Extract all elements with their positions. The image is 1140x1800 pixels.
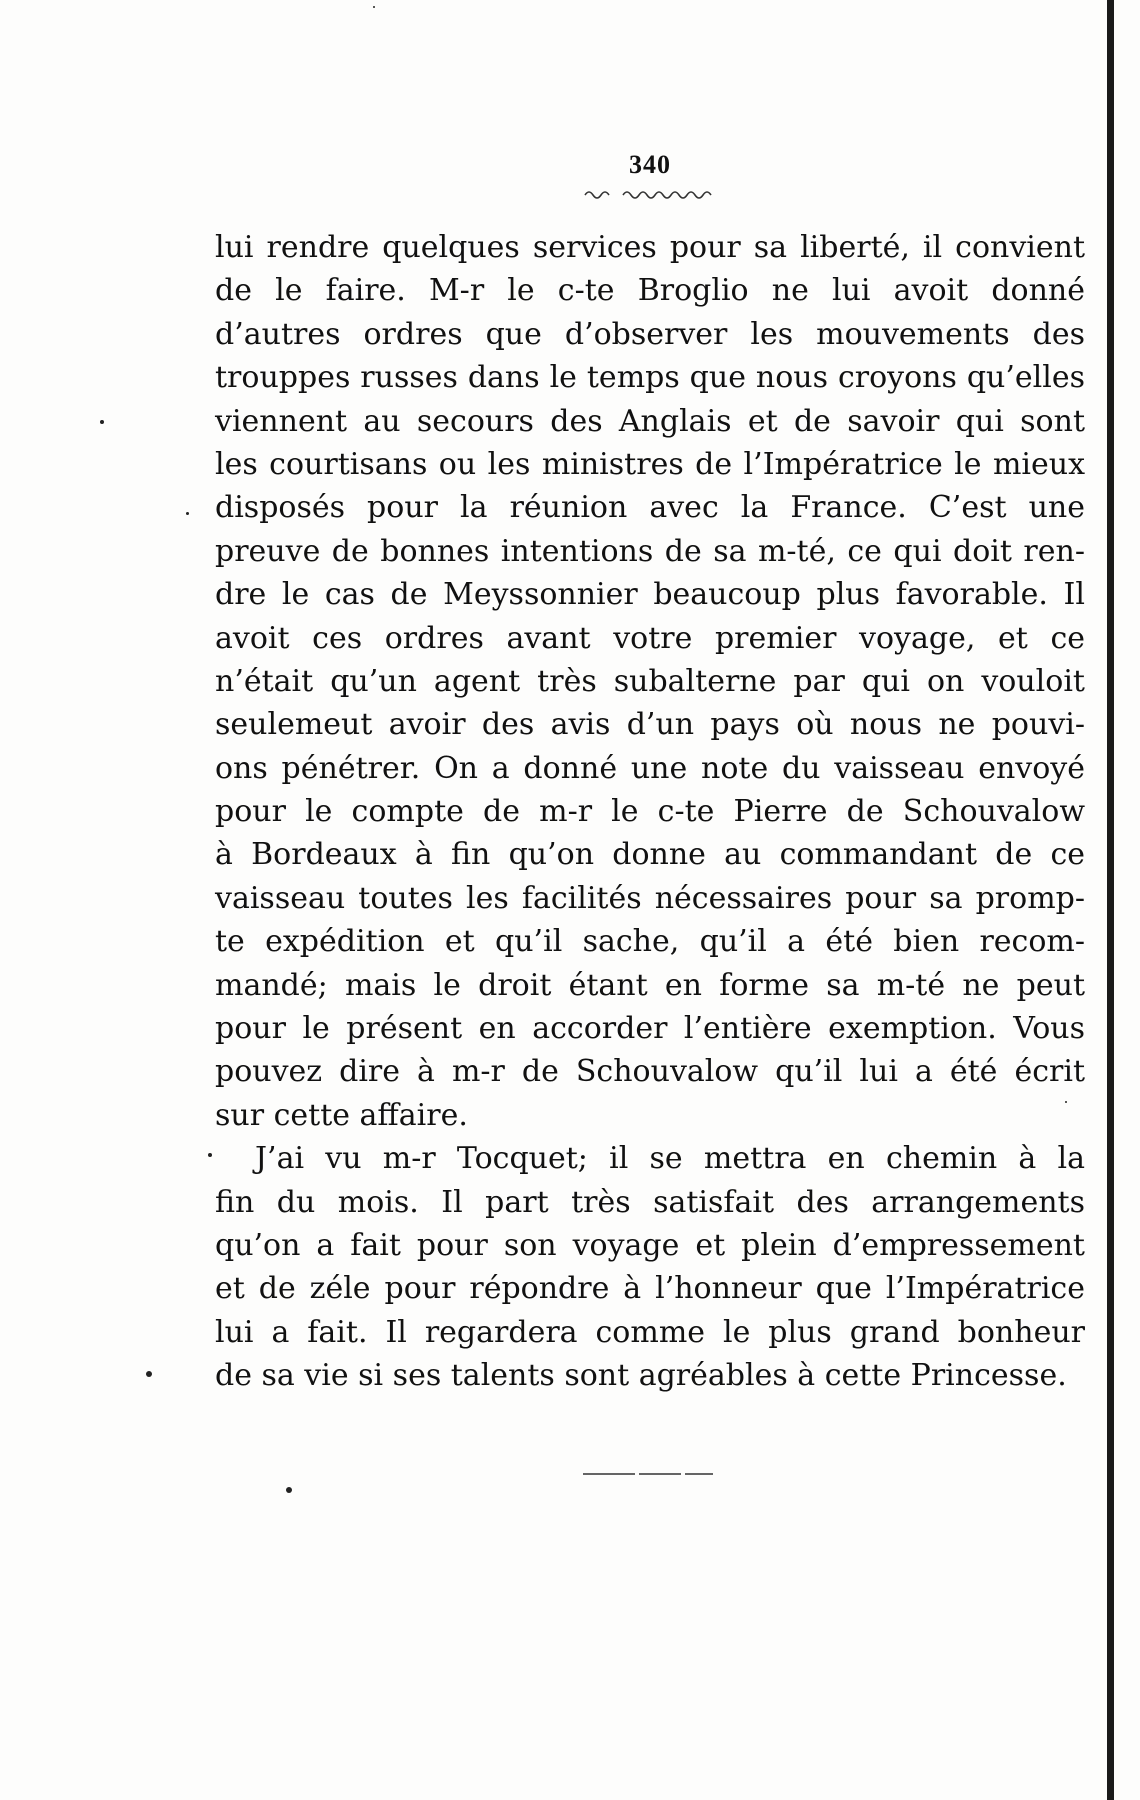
page-edge-rule: [1107, 0, 1114, 1800]
closing-rule: [583, 1472, 713, 1476]
text-line: dre le cas de Meyssonnier beaucoup plus favorable. Il: [215, 577, 1085, 613]
stray-dot: [186, 512, 189, 515]
stray-dot: [1065, 1101, 1067, 1103]
text-line: ons pénétrer. On a donné une note du vaisseau envoyé: [215, 750, 1085, 786]
text-line: viennent au secours des Anglais et de savoir qui sont: [215, 403, 1085, 439]
text-line: lui rendre quelques services pour sa liberté, il convient: [215, 230, 1085, 265]
stray-dot: [100, 420, 104, 424]
text-line: te expédition et qu’il sache, qu’il a été bien recom-: [215, 924, 1085, 960]
text-line: pouvez dire à m-r de Schouvalow qu’il lui a été écrit: [215, 1054, 1085, 1090]
body-text: [215, 226, 1085, 1398]
text-line: et de zéle pour répondre à l’honneur que l’Impératrice: [215, 1271, 1085, 1307]
text-line: les courtisans ou les ministres de l’Impératrice le mieux: [215, 446, 1085, 482]
text-line: qu’on a fait pour son voyage et plein d’empressement: [215, 1227, 1085, 1263]
text-line: trouppes russes dans le temps que nous croyons qu’elles: [215, 360, 1085, 396]
text-line: à Bordeaux à fin qu’on donne au commandant de ce: [215, 837, 1085, 873]
text-line: disposés pour la réunion avec la France. C’est une: [215, 490, 1085, 526]
text-line: de sa vie si ses talents sont agréables à cette Princesse.: [215, 1358, 1067, 1394]
wavy-ornament: [583, 186, 723, 202]
text-line: d’autres ordres que d’observer les mouvements des: [215, 316, 1085, 352]
stray-dot: [208, 1153, 212, 1157]
text-line: n’était qu’un agent très subalterne par qui on vouloit: [215, 663, 1085, 699]
paragraph-1: [215, 226, 1085, 1137]
text-line: seulemeut avoir des avis d’un pays où nous ne pouvi-: [215, 707, 1085, 743]
paragraph-2: [215, 1137, 1085, 1397]
page-number: 340: [629, 150, 671, 179]
stray-dot: [146, 1371, 152, 1377]
text-line: pour le compte de m-r le c-te Pierre de Schouvalow: [215, 794, 1085, 830]
text-line: pour le présent en accorder l’entière exemption. Vous: [215, 1011, 1085, 1047]
text-line: fin du mois. Il part très satisfait des arrangements: [215, 1184, 1085, 1220]
text-line: preuve de bonnes intentions de sa m-té, ce qui doit ren-: [215, 533, 1085, 569]
text-line: vaisseau toutes les facilités nécessaires pour sa promp-: [215, 880, 1085, 916]
text-line: lui a fait. Il regardera comme le plus grand bonheur: [215, 1314, 1085, 1350]
text-line: J’ai vu m-r Tocquet; il se mettra en chemin à la: [255, 1141, 1085, 1177]
stray-dot: [286, 1487, 292, 1493]
text-line: avoit ces ordres avant votre premier voyage, et ce: [215, 620, 1085, 656]
text-line: sur cette affaire.: [215, 1097, 468, 1133]
text-line: de le faire. M-r le c-te Broglio ne lui avoit donné: [215, 273, 1085, 309]
text-line: mandé; mais le droit étant en forme sa m-té ne peut: [215, 967, 1085, 1003]
stray-dot: [373, 6, 375, 8]
